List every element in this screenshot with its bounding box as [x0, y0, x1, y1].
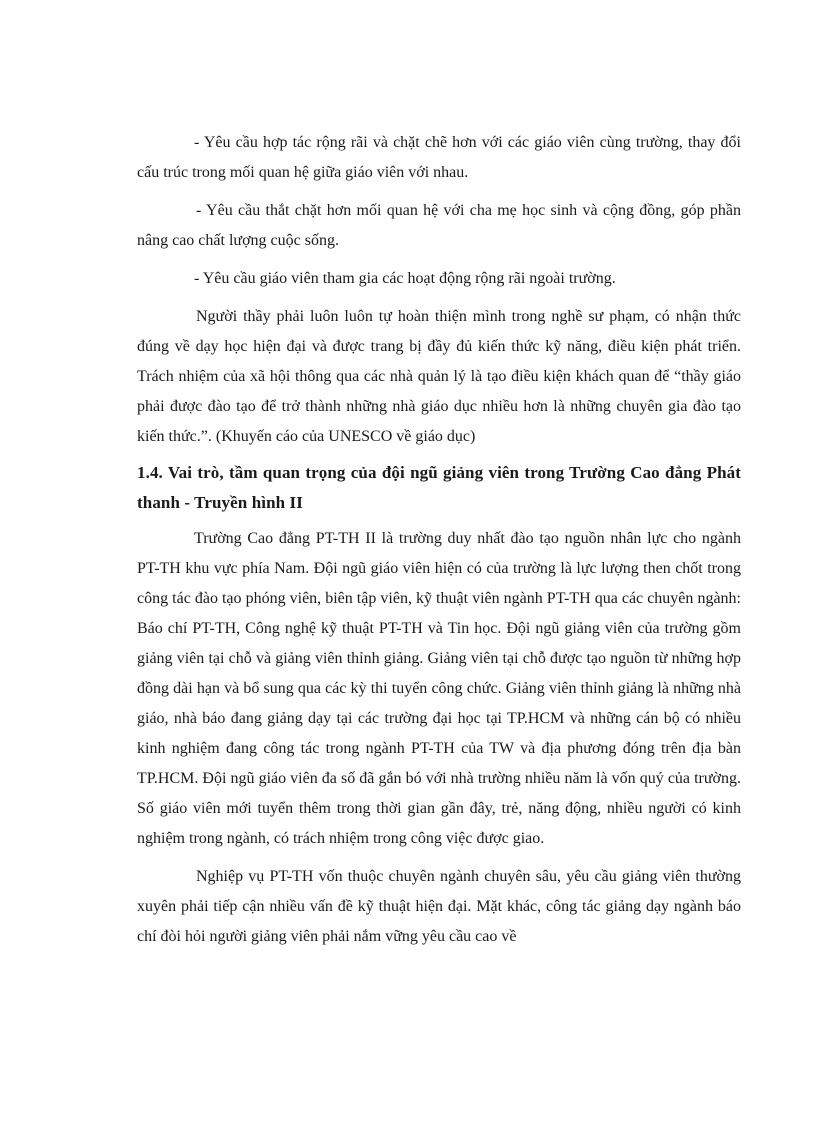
list-item-parents: - Yêu cầu thắt chặt hơn mối quan hệ với cha mẹ học sinh và cộng đồng, góp phần nâng cao chất lượng cuộc sống.	[137, 202, 741, 249]
section-heading: 1.4. Vai trò, tầm quan trọng của đội ngũ giảng viên trong Trường Cao đẳng Phát thanh - Truyền hình II	[137, 463, 741, 512]
paragraph-professional-requirements: Nghiệp vụ PT-TH vốn thuộc chuyên ngành chuyên sâu, yêu cầu giảng viên thường xuyên phải tiếp cận nhiều vấn đề kỹ thuật hiện đại. Mặt khác, công tác giảng dạy ngành báo chí đòi hỏi người giảng viên phải nắm vững yêu cầu cao về	[137, 868, 741, 945]
paragraph-teacher-improvement: Người thầy phải luôn luôn tự hoàn thiện mình trong nghề sư phạm, có nhận thức đúng về dạy học hiện đại và được trang bị đầy đủ kiến thức kỹ năng, điều kiện phát triển. Trách nhiệm của xã hội thông qua các nhà quản lý là tạo điều kiện khách quan để “thầy giáo phải được đào tạo để trở thành những nhà giáo dục nhiều hơn là những chuyên gia đào tạo kiến thức.”. (Khuyến cáo của UNESCO về giáo dục)	[137, 308, 741, 445]
paragraph-school-overview: Trường Cao đẳng PT-TH II là trường duy nhất đào tạo nguồn nhân lực cho ngành PT-TH khu vực phía Nam. Đội ngũ giáo viên hiện có của trường là lực lượng then chốt trong công tác đào tạo phóng viên, biên tập viên, kỹ thuật viên ngành PT-TH qua các chuyên ngành: Báo chí PT-TH, Công nghệ kỹ thuật PT-TH và Tin học. Đội ngũ giảng viên của trường gồm giảng viên tại chỗ và giảng viên thỉnh giảng. Giảng viên tại chỗ được tạo nguồn từ những hợp đồng dài hạn và bổ sung qua các kỳ thi tuyển công chức. Giảng viên thỉnh giảng là những nhà giáo, nhà báo đang giảng dạy tại các trường đại học tại TP.HCM và những cán bộ có nhiều kinh nghiệm đang công tác trong ngành PT-TH của TW và địa phương đóng trên địa bàn TP.HCM. Đội ngũ giáo viên đa số đã gắn bó với nhà trường nhiều năm là vốn quý của trường. Số giáo viên mới tuyển thêm trong thời gian gần đây, trẻ, năng động, nhiều người có kinh nghiệm trong ngành, có trách nhiệm trong công việc được giao.	[137, 530, 741, 847]
list-item-cooperation: - Yêu cầu hợp tác rộng rãi và chặt chẽ hơn với các giáo viên cùng trường, thay đổi cấu trúc trong mối quan hệ giữa giáo viên với nhau.	[137, 134, 741, 181]
list-item-activities: - Yêu cầu giáo viên tham gia các hoạt động rộng rãi ngoài trường.	[194, 270, 616, 287]
document-page	[137, 128, 741, 960]
